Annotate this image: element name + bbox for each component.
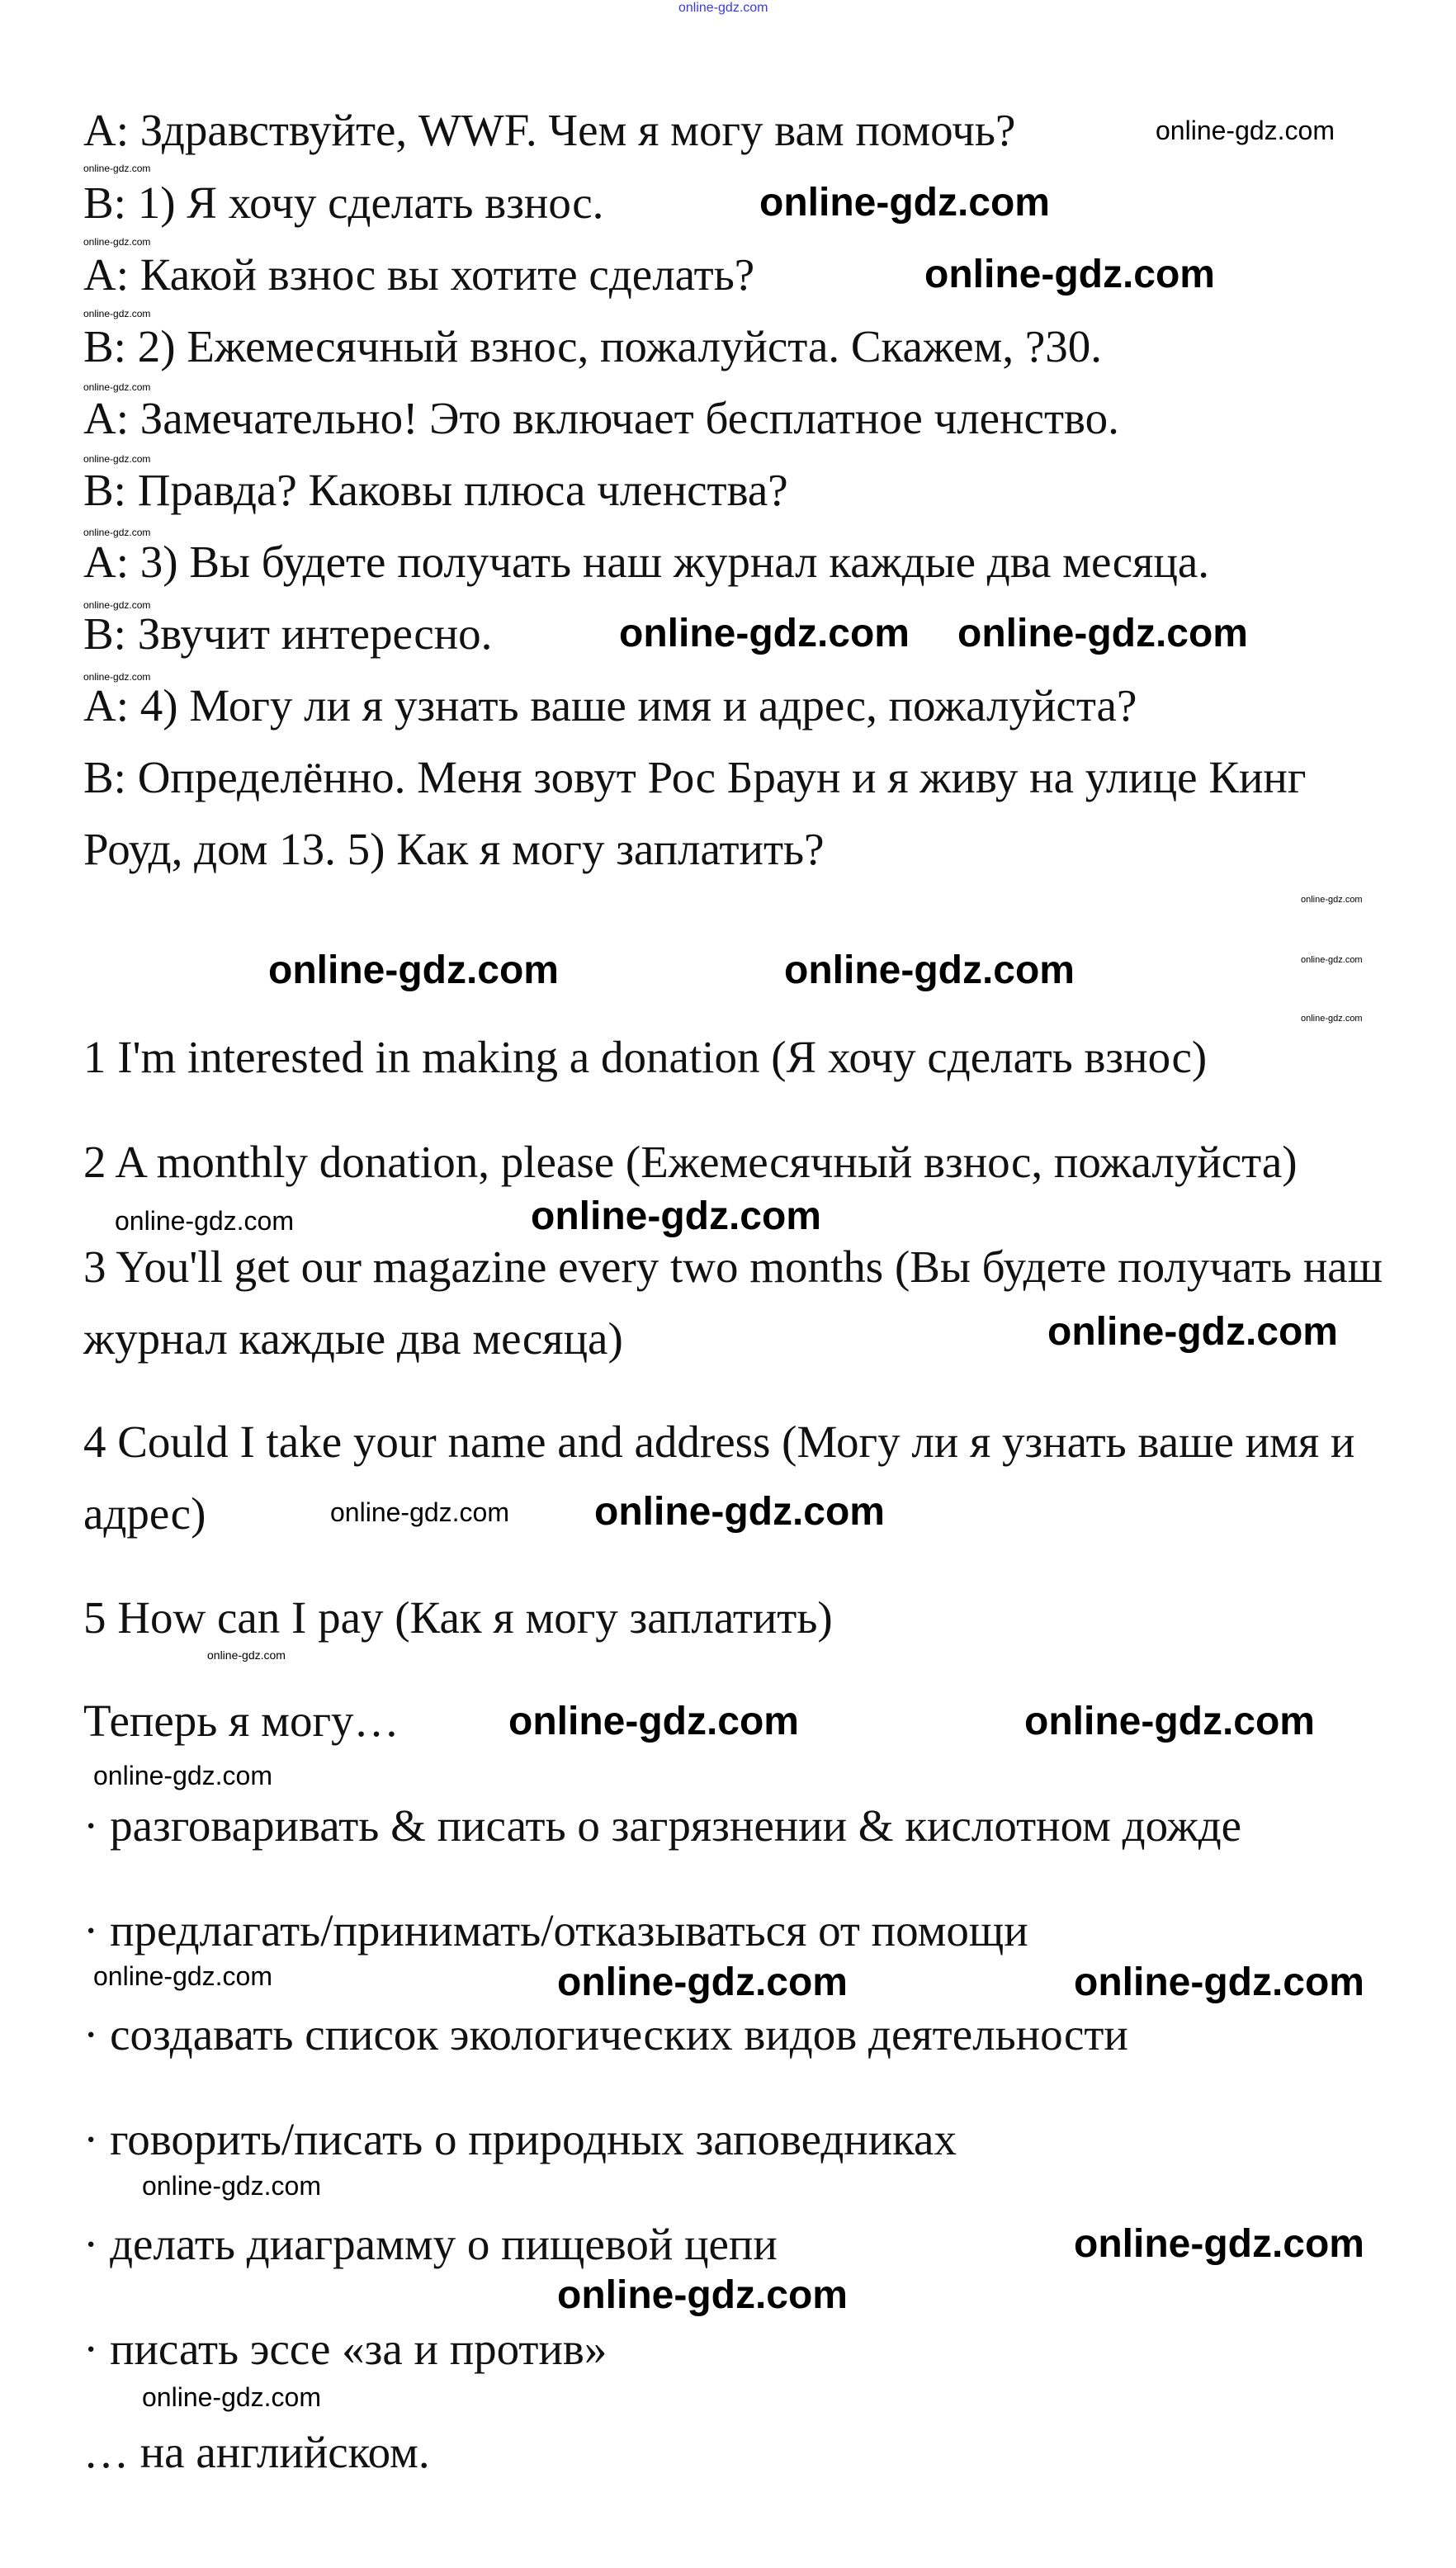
watermark: online-gdz.com — [508, 1700, 799, 1743]
watermark: online-gdz.com — [1156, 116, 1335, 145]
watermark: online-gdz.com — [594, 1490, 885, 1534]
watermark: online-gdz.com — [957, 612, 1248, 655]
watermark: online-gdz.com — [924, 253, 1215, 296]
can-do-item: · создавать список экологических видов деятельности — [83, 2009, 1128, 2060]
dialogue-line: Роуд, дом 13. 5) Как я могу заплатить? — [83, 824, 825, 874]
can-do-item: · писать эссе «за и против» — [83, 2324, 607, 2374]
can-do-heading: Теперь я могу… — [83, 1695, 399, 1746]
dialogue-line: B: Определённо. Меня зовут Рос Браун и я живу на улице Кинг — [83, 752, 1307, 802]
dialogue-line: A: 3) Вы будете получать наш журнал каждые два месяца. — [83, 537, 1210, 587]
answer-line: 2 A monthly donation, please (Ежемесячный взнос, пожалуйста) — [83, 1137, 1298, 1187]
answer-line: 4 Could I take your name and address (Могу ли я узнать ваше имя и — [83, 1416, 1355, 1467]
watermark: online-gdz.com — [1024, 1700, 1315, 1743]
watermark: online-gdz.com — [268, 948, 559, 992]
can-do-item: · разговаривать & писать о загрязнении & кислотном дожде — [83, 1800, 1242, 1851]
watermark: online-gdz.com — [1301, 1014, 1363, 1024]
watermark: online-gdz.com — [83, 599, 151, 611]
watermark: online-gdz.com — [1301, 955, 1363, 965]
watermark: online-gdz.com — [115, 1206, 294, 1236]
dialogue-line: A: Здравствуйте, WWF. Чем я могу вам помочь? — [83, 105, 1016, 155]
watermark: online-gdz.com — [83, 671, 151, 683]
watermark: online-gdz.com — [557, 2273, 848, 2317]
watermark: online-gdz.com — [1074, 1960, 1364, 2004]
watermark: online-gdz.com — [759, 181, 1050, 225]
watermark: online-gdz.com — [142, 2382, 321, 2412]
answer-line: адрес) — [83, 1488, 206, 1539]
watermark: online-gdz.com — [83, 236, 151, 248]
can-do-item: · говорить/писать о природных заповедниках — [83, 2114, 957, 2164]
watermark: online-gdz.com — [1074, 2222, 1364, 2266]
watermark: online-gdz.com — [531, 1194, 821, 1238]
watermark: online-gdz.com — [1047, 1310, 1338, 1354]
answer-line: 5 How can I pay (Как я могу заплатить) — [83, 1592, 833, 1643]
watermark: online-gdz.com — [83, 453, 151, 465]
dialogue-line: A: Замечательно! Это включает бесплатное членство. — [83, 393, 1119, 443]
watermark: online-gdz.com — [619, 612, 910, 655]
dialogue-line: A: Какой взнос вы хотите сделать? — [83, 249, 755, 300]
watermark: online-gdz.com — [784, 948, 1075, 992]
watermark: online-gdz.com — [207, 1648, 286, 1662]
dialogue-line: B: Звучит интересно. — [83, 608, 493, 659]
answer-line: журнал каждые два месяца) — [83, 1313, 623, 1364]
top-watermark: online-gdz.com — [678, 1, 768, 15]
dialogue-line: B: 1) Я хочу сделать взнос. — [83, 177, 604, 228]
watermark: online-gdz.com — [142, 2171, 321, 2201]
watermark: online-gdz.com — [93, 1761, 272, 1790]
watermark: online-gdz.com — [330, 1497, 509, 1527]
answer-line: 3 You'll get our magazine every two months (Вы будете получать наш — [83, 1241, 1383, 1292]
watermark: online-gdz.com — [83, 381, 151, 393]
watermark: online-gdz.com — [557, 1960, 848, 2004]
dialogue-line: B: 2) Ежемесячный взнос, пожалуйста. Скажем, ?30. — [83, 321, 1103, 371]
watermark: online-gdz.com — [1301, 895, 1363, 905]
dialogue-line: A: 4) Могу ли я узнать ваше имя и адрес, пожалуйста? — [83, 680, 1137, 731]
can-do-footer: … на английском. — [83, 2427, 430, 2477]
watermark: online-gdz.com — [83, 527, 151, 538]
watermark: online-gdz.com — [83, 163, 151, 174]
dialogue-line: B: Правда? Каковы плюса членства? — [83, 465, 788, 515]
answer-line: 1 I'm interested in making a donation (Я хочу сделать взнос) — [83, 1032, 1208, 1082]
watermark: online-gdz.com — [83, 308, 151, 319]
watermark: online-gdz.com — [93, 1961, 272, 1991]
can-do-item: · предлагать/принимать/отказываться от помощи — [83, 1905, 1028, 1956]
can-do-item: · делать диаграмму о пищевой цепи — [83, 2219, 778, 2269]
